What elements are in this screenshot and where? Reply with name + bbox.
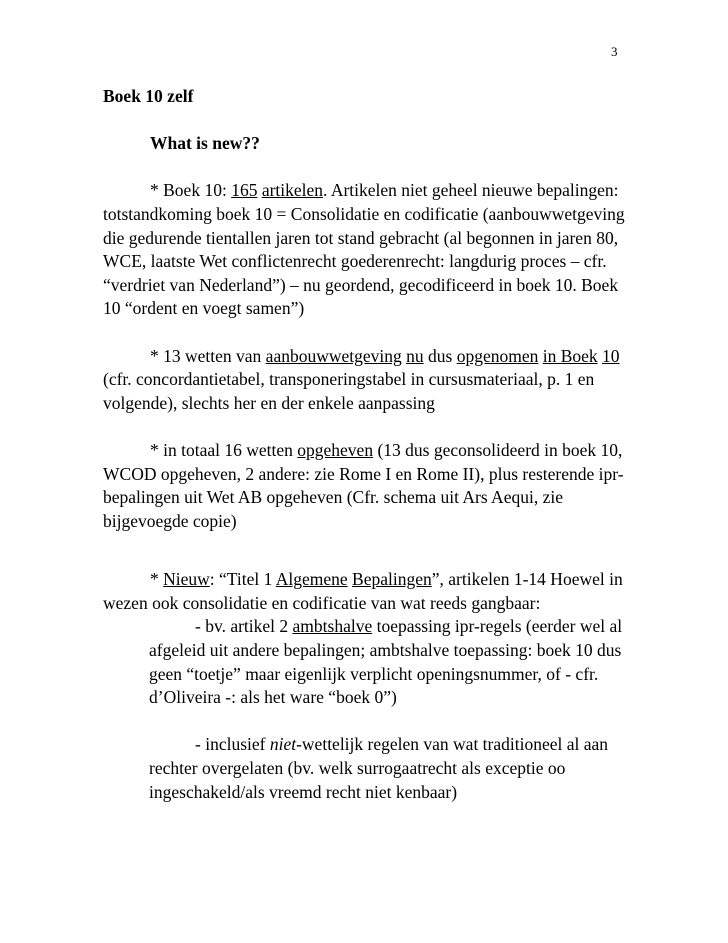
subitem-niet-wettelijk	[149, 733, 633, 804]
underlined-text: artikelen	[261, 180, 324, 201]
underlined-text: Bepalingen	[352, 569, 432, 590]
underlined-text: nu	[406, 345, 424, 366]
paragraph-aanbouwwetgeving	[103, 345, 633, 416]
underlined-text: Nieuw	[163, 569, 210, 590]
underlined-text: 165	[231, 180, 258, 201]
text-run: (13 dus geconsolideerd in boek 10, WCOD opgeheven, 2 andere: zie Rome I en Rome II), plus resterende ipr-bepalingen uit Wet AB opgeheven (Cfr. schema uit Ars Aequi, zie bijgevoegde copie)	[103, 439, 624, 531]
paragraph-nieuw-titel1	[103, 568, 633, 615]
underlined-text: opgenomen	[456, 345, 539, 366]
underlined-text: ambtshalve	[292, 616, 373, 637]
text-run: * Boek 10:	[150, 180, 232, 201]
underlined-text: Algemene	[275, 569, 348, 590]
text-run: - bv. artikel 2	[195, 616, 293, 637]
page-number: 3	[611, 44, 618, 59]
underlined-text: opgeheven	[297, 439, 374, 460]
spacer	[103, 321, 633, 345]
text-run: * 13 wetten van	[150, 345, 266, 366]
text-run: dus	[423, 345, 457, 366]
spacer	[103, 710, 633, 734]
text-run: -wettelijk regelen van wat traditioneel al aan rechter overgelaten (bv. welk surrogaatrecht als exceptie oo ingeschakeld/als vreemd recht niet kenbaar)	[149, 734, 609, 802]
page-heading: Boek 10 zelf	[103, 86, 194, 106]
text-run: (cfr. concordantietabel, transponeringstabel in cursusmateriaal, p. 1 en volgende), slechts her en der enkele aanpassing	[103, 369, 595, 413]
italic-text: niet	[269, 734, 297, 755]
underlined-text: in Boek	[542, 345, 598, 366]
underlined-text: aanbouwwetgeving	[265, 345, 402, 366]
spacer	[103, 533, 633, 568]
spacer	[103, 156, 633, 180]
text-run: *	[150, 569, 164, 590]
document-body	[103, 85, 633, 804]
spacer	[103, 109, 633, 133]
text-run: ”, artikelen 1-14 Hoewel in wezen ook consolidatie en codificatie van wat reeds gangbaar:	[103, 569, 623, 613]
text-run: toepassing ipr-regels (eerder wel al afgeleid uit andere bepalingen; ambtshalve toepassing: boek 10 dus geen “toetje” maar eigenlijk verplicht openingsnummer, of - cfr. d’Oliveira -: als het ware “boek 0”)	[149, 616, 623, 708]
text-run: - inclusief	[195, 734, 270, 755]
text-run: . Artikelen niet geheel nieuwe bepalingen: totstandkoming boek 10 = Consolidatie en codificatie (aanbouwwetgeving die gedurende tientallen jaren tot stand gebracht (al begonnen in jaren 80, WCE, laatste Wet conflictenrecht goederenrecht: langdurig proces – cfr. “verdriet van Nederland”) – nu geordend, gecodificeerd in boek 10. Boek 10 “ordent en voegt samen”)	[103, 180, 625, 319]
text-run: * in totaal 16 wetten	[150, 439, 298, 460]
underlined-text: 10	[602, 345, 620, 366]
paragraph-boek10-articles	[103, 179, 633, 321]
section-title: What is new??	[150, 133, 260, 154]
text-run: : “Titel 1	[209, 569, 276, 590]
subitem-ambtshalve	[149, 615, 633, 709]
paragraph-opgeheven	[103, 439, 633, 533]
spacer	[103, 415, 633, 439]
